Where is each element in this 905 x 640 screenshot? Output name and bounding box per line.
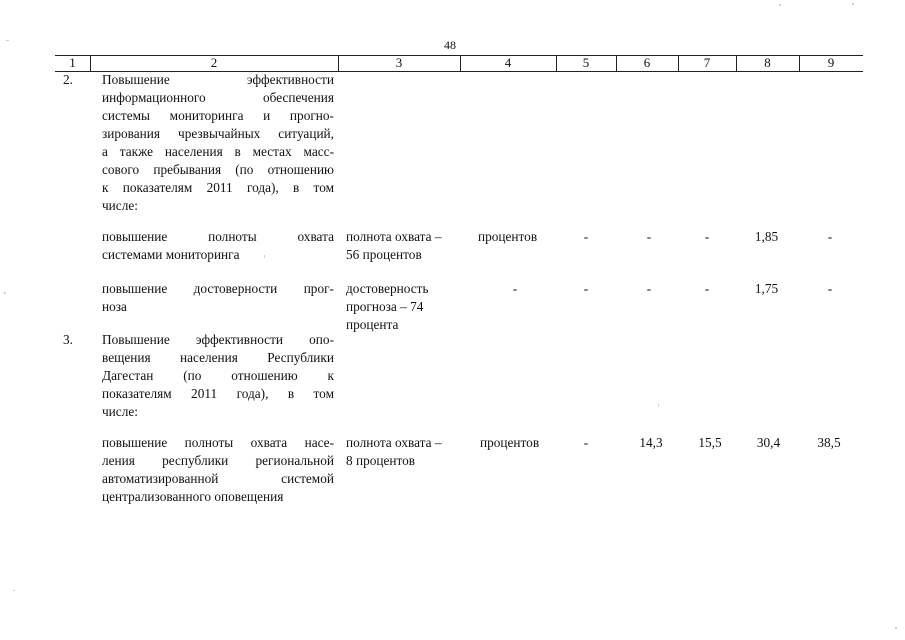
text-line: полнота охвата – (346, 229, 442, 244)
row-2a-col6: - (646, 229, 652, 244)
text-line: к показателям 2011 года), в том (102, 180, 334, 195)
row-3a-col8: 30,4 (756, 435, 781, 450)
text-line: повышение достоверности прог- (102, 281, 334, 296)
scan-speck (4, 292, 6, 294)
row-3a-col5: - (583, 435, 589, 450)
scan-speck (895, 627, 897, 629)
text-line: ления республики региональной (102, 453, 334, 468)
row-2a-unit: процентов (478, 229, 538, 244)
column-header-row (55, 55, 863, 72)
row-2b-col8: 1,75 (754, 281, 779, 296)
row-2b-col7: - (704, 281, 710, 296)
scan-speck (264, 255, 265, 258)
row-3-description (102, 331, 334, 421)
row-2-description (102, 71, 334, 215)
text-line: 8 процентов (346, 453, 416, 468)
text-line: системы мониторинга и прогно- (102, 108, 334, 123)
row-3a-col7: 15,5 (698, 435, 722, 450)
header-cell-9: 9 (827, 55, 835, 70)
text-line: повышение полноты охвата (102, 229, 334, 244)
text-line: Дагестан (по отношению к (102, 368, 334, 383)
text-line: автоматизированной системой (102, 471, 334, 486)
header-cell-7: 7 (703, 55, 711, 70)
header-cell-2: 2 (210, 55, 218, 70)
header-cell-3: 3 (395, 55, 403, 70)
text-line: процента (346, 317, 399, 332)
text-line: ноза (102, 299, 127, 314)
text-line: показателям 2011 года), в том (102, 386, 334, 401)
row-3a-unit: процентов (480, 435, 540, 450)
text-line: прогноза – 74 (346, 299, 424, 314)
row-2b-col6: - (646, 281, 652, 296)
text-line: системами мониторинга (102, 247, 240, 262)
text-line: централизованного оповещения (102, 489, 284, 504)
text-line: информационного обеспечения (102, 90, 334, 105)
row-3a-col6: 14,3 (639, 435, 663, 450)
row-2a-col5: - (583, 229, 589, 244)
text-line: вещения населения Республики (102, 350, 334, 365)
row-2b-col9: - (827, 281, 833, 296)
scan-speck (13, 590, 15, 591)
text-line: полнота охвата – (346, 435, 442, 450)
row-3a-col9: 38,5 (817, 435, 841, 450)
scan-speck (6, 40, 9, 41)
row-number-2: 2. (63, 72, 73, 87)
row-2b-col5: - (583, 281, 589, 296)
text-line: а также населения в местах масс- (102, 144, 334, 159)
text-line: сового пребывания (по отношению (102, 162, 334, 177)
row-2b-target (346, 280, 466, 334)
text-line: достоверность (346, 281, 429, 296)
row-2a-target (346, 228, 466, 264)
row-3a-target (346, 434, 466, 470)
header-cell-6: 6 (643, 55, 651, 70)
row-3a-description (102, 434, 334, 506)
row-2a-col9: - (827, 229, 833, 244)
page-number: 48 (444, 38, 456, 52)
row-2a-description (102, 228, 334, 264)
row-2b-description (102, 280, 334, 316)
row-2a-col7: - (704, 229, 710, 244)
header-cell-4: 4 (504, 55, 512, 70)
scan-speck (852, 3, 854, 5)
text-line: 56 процентов (346, 247, 422, 262)
text-line: Повышение эффективности опо- (102, 332, 334, 347)
text-line: зирования чрезвычайных ситуаций, (102, 126, 334, 141)
row-2b-unit: - (512, 281, 518, 296)
scan-speck (779, 4, 781, 6)
text-line: числе: (102, 404, 138, 419)
text-line: Повышение эффективности (102, 72, 334, 87)
row-2a-col8: 1,85 (754, 229, 779, 244)
row-number-3: 3. (63, 332, 73, 347)
header-cell-1: 1 (69, 55, 76, 70)
text-line: числе: (102, 198, 138, 213)
scan-speck (658, 404, 659, 407)
text-line: повышение полноты охвата насе- (102, 435, 334, 450)
header-cell-5: 5 (582, 55, 590, 70)
header-cell-8: 8 (764, 55, 771, 70)
